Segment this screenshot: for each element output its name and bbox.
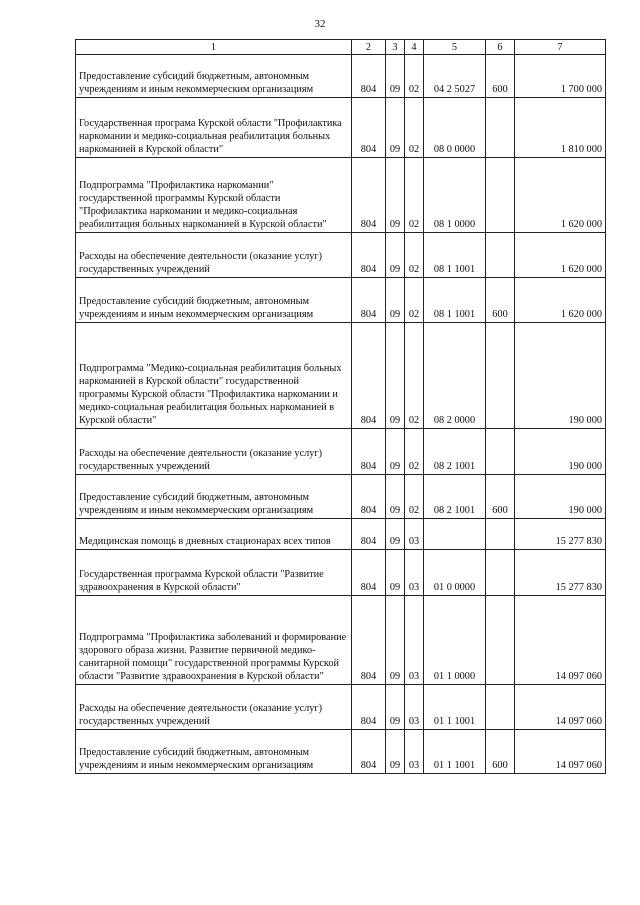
header-col-5: 5 (424, 40, 486, 55)
row-target: 08 2 1001 (424, 475, 486, 519)
header-col-7: 7 (515, 40, 606, 55)
row-code: 804 (352, 475, 386, 519)
row-expense-type (486, 323, 515, 429)
row-name: Предоставление субсидий бюджетным, автономным учреждениям и иным некоммерческим организациям (76, 278, 352, 323)
row-subsection: 02 (405, 233, 424, 278)
row-section: 09 (386, 55, 405, 98)
row-amount: 1 620 000 (515, 278, 606, 323)
row-code: 804 (352, 596, 386, 685)
row-expense-type (486, 596, 515, 685)
row-section: 09 (386, 158, 405, 233)
row-name: Предоставление субсидий бюджетным, автономным учреждениям и иным некоммерческим организациям (76, 730, 352, 774)
row-subsection: 03 (405, 730, 424, 774)
row-amount: 14 097 060 (515, 730, 606, 774)
row-amount: 190 000 (515, 323, 606, 429)
row-subsection: 02 (405, 323, 424, 429)
row-amount: 1 700 000 (515, 55, 606, 98)
row-expense-type (486, 429, 515, 475)
row-name: Медицинская помощь в дневных стационарах всех типов (76, 519, 352, 550)
row-subsection: 02 (405, 475, 424, 519)
row-section: 09 (386, 233, 405, 278)
header-row (76, 40, 606, 55)
table-row (76, 730, 606, 774)
row-section: 09 (386, 596, 405, 685)
row-code: 804 (352, 550, 386, 596)
header-col-6: 6 (486, 40, 515, 55)
row-name: Предоставление субсидий бюджетным, автономным учреждениям и иным некоммерческим организациям (76, 475, 352, 519)
table-row (76, 429, 606, 475)
table-row (76, 98, 606, 158)
table-row (76, 550, 606, 596)
row-name: Расходы на обеспечение деятельности (оказание услуг) государственных учреждений (76, 429, 352, 475)
row-subsection: 03 (405, 519, 424, 550)
row-subsection: 03 (405, 685, 424, 730)
row-code: 804 (352, 429, 386, 475)
budget-table (75, 39, 606, 774)
row-section: 09 (386, 730, 405, 774)
row-expense-type (486, 685, 515, 730)
row-name: Государственная программа Курской области "Развитие здравоохранения в Курской области" (76, 550, 352, 596)
row-amount: 15 277 830 (515, 519, 606, 550)
table-row (76, 685, 606, 730)
row-amount: 1 810 000 (515, 98, 606, 158)
page-number: 32 (314, 18, 326, 30)
row-section: 09 (386, 550, 405, 596)
row-expense-type (486, 550, 515, 596)
table-row (76, 475, 606, 519)
row-target (424, 519, 486, 550)
table-row (76, 55, 606, 98)
table-row (76, 519, 606, 550)
row-expense-type: 600 (486, 278, 515, 323)
row-code: 804 (352, 55, 386, 98)
table-row (76, 323, 606, 429)
row-target: 01 1 1001 (424, 730, 486, 774)
row-amount: 190 000 (515, 429, 606, 475)
header-col-4: 4 (405, 40, 424, 55)
row-amount: 190 000 (515, 475, 606, 519)
row-section: 09 (386, 429, 405, 475)
row-subsection: 03 (405, 596, 424, 685)
row-amount: 1 620 000 (515, 158, 606, 233)
row-target: 08 1 0000 (424, 158, 486, 233)
row-name: Подпрограмма "Медико-социальная реабилитация больных наркоманией в Курской области" государственной программы Курской области "Профилактика наркомании и медико-социальная реабилитация больных наркоманией в Курской области" (76, 323, 352, 429)
row-target: 01 1 1001 (424, 685, 486, 730)
row-code: 804 (352, 233, 386, 278)
row-subsection: 02 (405, 278, 424, 323)
row-target: 08 1 1001 (424, 233, 486, 278)
row-code: 804 (352, 278, 386, 323)
row-expense-type (486, 98, 515, 158)
row-subsection: 02 (405, 98, 424, 158)
row-section: 09 (386, 278, 405, 323)
row-expense-type (486, 158, 515, 233)
row-name: Предоставление субсидий бюджетным, автономным учреждениям и иным некоммерческим организациям (76, 55, 352, 98)
header-col-2: 2 (352, 40, 386, 55)
row-expense-type: 600 (486, 730, 515, 774)
row-name: Расходы на обеспечение деятельности (оказание услуг) государственных учреждений (76, 685, 352, 730)
row-code: 804 (352, 158, 386, 233)
row-target: 08 0 0000 (424, 98, 486, 158)
row-section: 09 (386, 323, 405, 429)
row-expense-type: 600 (486, 475, 515, 519)
row-subsection: 02 (405, 429, 424, 475)
row-section: 09 (386, 98, 405, 158)
row-section: 09 (386, 685, 405, 730)
row-amount: 14 097 060 (515, 596, 606, 685)
table-row (76, 278, 606, 323)
row-amount: 15 277 830 (515, 550, 606, 596)
row-target: 08 1 1001 (424, 278, 486, 323)
row-subsection: 02 (405, 55, 424, 98)
row-name: Подпрограмма "Профилактика заболеваний и формирование здорового образа жизни. Развитие первичной медико-санитарной помощи" государственной программы Курской области "Развитие здравоохранения в Курской области" (76, 596, 352, 685)
table-row (76, 158, 606, 233)
row-code: 804 (352, 323, 386, 429)
row-name: Расходы на обеспечение деятельности (оказание услуг) государственных учреждений (76, 233, 352, 278)
row-expense-type: 600 (486, 55, 515, 98)
row-target: 08 2 1001 (424, 429, 486, 475)
header-col-1: 1 (76, 40, 352, 55)
row-target: 01 1 0000 (424, 596, 486, 685)
row-code: 804 (352, 730, 386, 774)
header-col-3: 3 (386, 40, 405, 55)
row-amount: 14 097 060 (515, 685, 606, 730)
row-subsection: 03 (405, 550, 424, 596)
row-section: 09 (386, 475, 405, 519)
row-target: 01 0 0000 (424, 550, 486, 596)
row-target: 08 2 0000 (424, 323, 486, 429)
row-target: 04 2 5027 (424, 55, 486, 98)
row-name: Государственная програма Курской области "Профилактика наркомании и медико-социальная реабилитация больных наркоманией в Курской области" (76, 98, 352, 158)
table-row (76, 596, 606, 685)
row-expense-type (486, 233, 515, 278)
row-code: 804 (352, 519, 386, 550)
row-code: 804 (352, 685, 386, 730)
row-code: 804 (352, 98, 386, 158)
row-section: 09 (386, 519, 405, 550)
table-row (76, 233, 606, 278)
row-amount: 1 620 000 (515, 233, 606, 278)
row-expense-type (486, 519, 515, 550)
row-name: Подпрограмма "Профилактика наркомании" государственной программы Курской области "Профилактика наркомании и медико-социальная реабилитация больных наркоманией в Курской области" (76, 158, 352, 233)
row-subsection: 02 (405, 158, 424, 233)
